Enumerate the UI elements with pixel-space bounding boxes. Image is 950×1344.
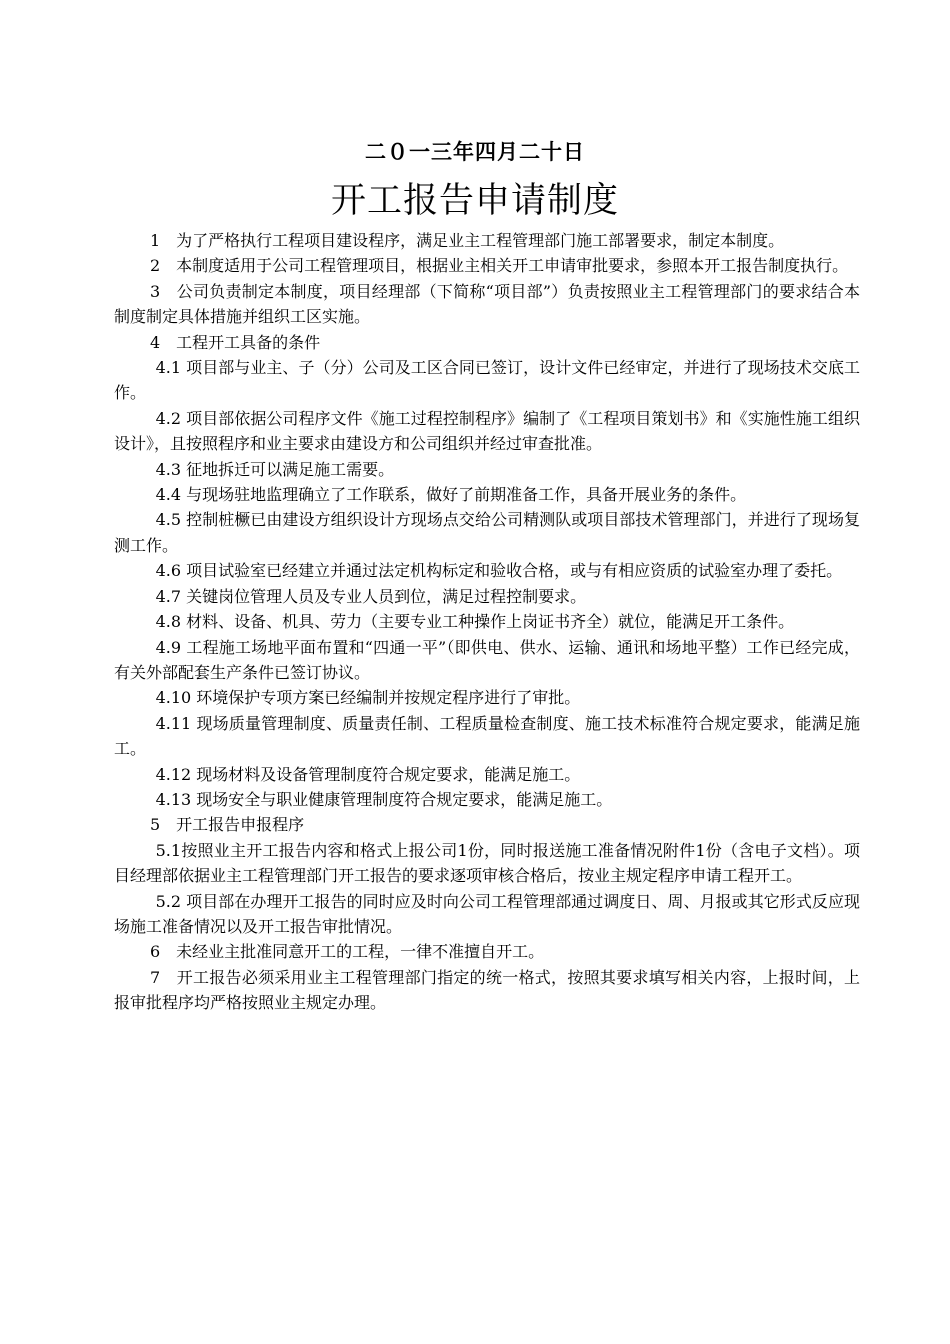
- document-body: [114, 228, 860, 1016]
- paragraph-4-2: 4.2 项目部依据公司程序文件《施工过程控制程序》编制了《工程项目策划书》和《实施性施工组织设计》，且按照程序和业主要求由建设方和公司组织并经过审查批准。: [114, 408, 860, 454]
- section-heading-4: 4 工程开工具备的条件: [150, 332, 321, 352]
- paragraph-3: 3 公司负责制定本制度，项目经理部（下简称“项目部”）负责按照业主工程管理部门的要求结合本制度制定具体措施并组织工区实施。: [114, 281, 860, 327]
- paragraph-4-7: 4.7 关键岗位管理人员及专业人员到位，满足过程控制要求。: [155, 586, 587, 606]
- paragraph-4-6: 4.6 项目试验室已经建立并通过法定机构标定和验收合格，或与有相应资质的试验室办理了委托。: [155, 561, 843, 581]
- paragraph-4-3: 4.3 征地拆迁可以满足施工需要。: [155, 459, 395, 479]
- paragraph-6: 6 未经业主批准同意开工的工程，一律不准擅自开工。: [150, 942, 545, 962]
- paragraph-4-1: 4.1 项目部与业主、子（分）公司及工区合同已签订，设计文件已经审定，并进行了现场技术交底工作。: [114, 358, 860, 403]
- paragraph-4-9: 4.9 工程施工场地平面布置和“四通一平”（即供电、供水、运输、通讯和场地平整）工作已经完成，有关外部配套生产条件已签订协议。: [114, 637, 860, 682]
- paragraph-4-13: 4.13 现场安全与职业健康管理制度符合规定要求，能满足施工。: [155, 789, 613, 809]
- document-title: 开工报告申请制度: [330, 181, 619, 221]
- paragraph-5-2: 5.2 项目部在办理开工报告的同时应及时向公司工程管理部通过调度日、周、月报或其它形式反应现场施工准备情况以及开工报告审批情况。: [114, 891, 860, 936]
- paragraph-4-5: 4.5 控制桩橛已由建设方组织设计方现场点交给公司精测队或项目部技术管理部门，并进行了现场复测工作。: [114, 510, 860, 555]
- paragraph-4-4: 4.4 与现场驻地监理确立了工作联系，做好了前期准备工作，具备开展业务的条件。: [155, 485, 747, 505]
- paragraph-4-8: 4.8 材料、设备、机具、劳力（主要专业工种操作上岗证书齐全）就位，能满足开工条件。: [155, 612, 795, 632]
- paragraph-4-11: 4.11 现场质量管理制度、质量责任制、工程质量检查制度、施工技术标准符合规定要求，能满足施工。: [114, 713, 860, 759]
- section-heading-5: 5 开工报告申报程序: [150, 815, 305, 835]
- paragraph-7: 7 开工报告必须采用业主工程管理部门指定的统一格式，按照其要求填写相关内容，上报时间，上报审批程序均严格按照业主规定办理。: [114, 967, 860, 1013]
- paragraph-2: 2 本制度适用于公司工程管理项目，根据业主相关开工申请审批要求，参照本开工报告制度执行。: [150, 256, 849, 276]
- document-date: 二０一三年四月二十日: [365, 140, 585, 164]
- paragraph-4-10: 4.10 环境保护专项方案已经编制并按规定程序进行了审批。: [155, 688, 581, 708]
- paragraph-1: 1 为了严格执行工程项目建设程序，满足业主工程管理部门施工部署要求，制定本制度。: [150, 231, 785, 250]
- paragraph-5-1: 5.1按照业主开工报告内容和格式上报公司1份，同时报送施工准备情况附件1份（含电子文档）。项目经理部依据业主工程管理部门开工报告的要求逐项审核合格后，按业主规定程序申请工程开工。: [114, 840, 860, 886]
- paragraph-4-12: 4.12 现场材料及设备管理制度符合规定要求，能满足施工。: [155, 764, 581, 784]
